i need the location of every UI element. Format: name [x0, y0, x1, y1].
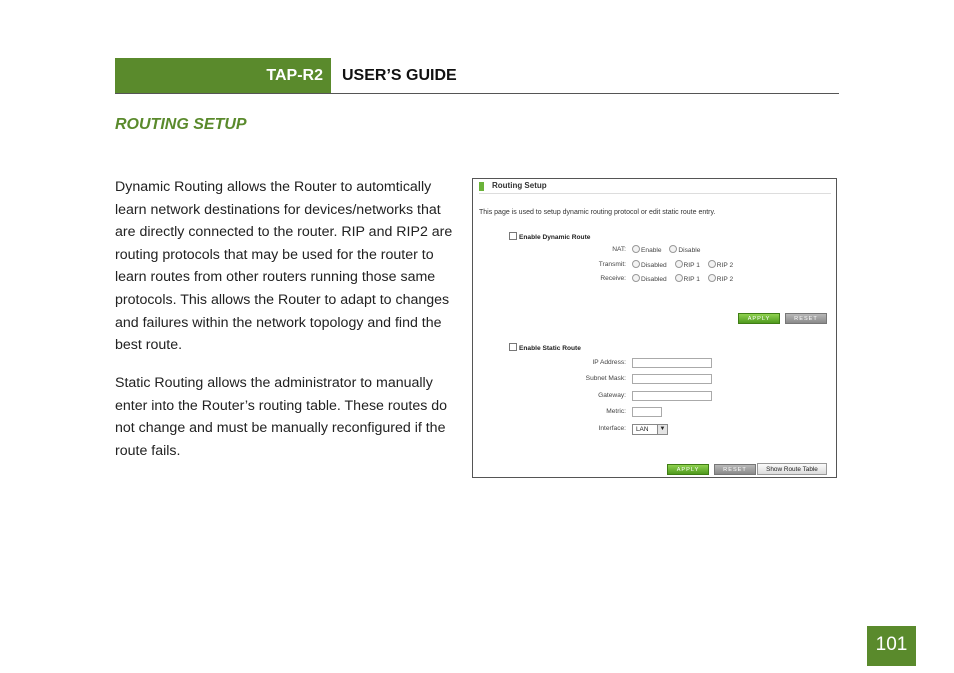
transmit-rip1-option[interactable] — [675, 262, 700, 269]
metric-input[interactable] — [632, 407, 662, 417]
enable-dynamic-route-label: Enable Dynamic Route — [519, 234, 591, 241]
receive-rip1-radio[interactable] — [675, 274, 683, 282]
receive-options — [632, 274, 739, 283]
header-divider — [115, 93, 839, 94]
transmit-disabled-radio[interactable] — [632, 260, 640, 268]
gateway-label: Gateway: — [598, 392, 626, 399]
receive-disabled-label: Disabled — [641, 276, 667, 283]
header-product-band — [115, 58, 331, 93]
ip-address-label: IP Address: — [592, 359, 626, 366]
receive-rip2-option[interactable] — [708, 276, 733, 283]
receive-disabled-option[interactable] — [632, 276, 667, 283]
receive-label: Receive: — [600, 275, 626, 282]
section-title: ROUTING SETUP — [115, 116, 247, 133]
interface-label: Interface: — [598, 425, 626, 432]
nat-enable-option[interactable] — [632, 247, 662, 254]
panel-title-marker — [479, 182, 484, 191]
static-apply-button[interactable]: APPLY — [667, 464, 709, 475]
product-name: TAP-R2 — [266, 67, 323, 84]
receive-rip1-option[interactable] — [675, 276, 700, 283]
static-reset-button[interactable]: RESET — [714, 464, 756, 475]
interface-select-value: LAN — [636, 426, 649, 433]
transmit-rip2-option[interactable] — [708, 262, 733, 269]
enable-static-route-checkbox[interactable] — [509, 343, 517, 351]
enable-static-route-label: Enable Static Route — [519, 345, 581, 352]
paragraph-static-routing: Static Routing allows the administrator to manually enter into the Router’s routing table. These routes do not change and must be manually reconfigured if the route fails. — [115, 375, 448, 459]
paragraph-dynamic-routing: Dynamic Routing allows the Router to automtically learn network destinations for devices/networks that are directly connected to the router. RIP and RIP2 are routing protocols that may be used for the router to learn routes from other routers running those same protocols. This allows the Router to adapt to changes and failures within the network topology and find the best route. — [115, 179, 453, 354]
gateway-input[interactable] — [632, 391, 712, 401]
nat-label: NAT: — [612, 246, 626, 253]
transmit-rip2-label: RIP 2 — [716, 262, 734, 269]
nat-disable-radio[interactable] — [669, 245, 677, 253]
interface-select[interactable] — [632, 424, 668, 435]
panel-description: This page is used to setup dynamic routing protocol or edit static route entry. — [479, 209, 716, 216]
show-route-table-button[interactable]: Show Route Table — [757, 463, 827, 475]
nat-disable-label: Disable — [678, 247, 701, 254]
nat-disable-option[interactable] — [669, 247, 700, 254]
nat-options — [632, 245, 706, 254]
subnet-mask-label: Subnet Mask: — [585, 375, 626, 382]
ip-address-input[interactable] — [632, 358, 712, 368]
chevron-down-icon[interactable]: ▼ — [657, 425, 667, 434]
transmit-rip1-radio[interactable] — [675, 260, 683, 268]
dynamic-reset-button[interactable]: RESET — [785, 313, 827, 324]
metric-label: Metric: — [606, 408, 626, 415]
transmit-rip2-radio[interactable] — [708, 260, 716, 268]
routing-setup-screenshot — [472, 178, 837, 478]
transmit-rip1-label: RIP 1 — [683, 262, 700, 269]
receive-disabled-radio[interactable] — [632, 274, 640, 282]
receive-rip1-label: RIP 1 — [683, 276, 700, 283]
transmit-disabled-label: Disabled — [641, 262, 667, 269]
nat-enable-radio[interactable] — [632, 245, 640, 253]
guide-title: USER’S GUIDE — [342, 67, 457, 84]
transmit-disabled-option[interactable] — [632, 262, 667, 269]
receive-rip2-label: RIP 2 — [716, 276, 734, 283]
enable-dynamic-route-row[interactable] — [509, 232, 590, 241]
enable-static-route-row[interactable] — [509, 343, 581, 352]
panel-divider — [479, 193, 831, 194]
subnet-mask-input[interactable] — [632, 374, 712, 384]
panel-title: Routing Setup — [492, 181, 547, 190]
dynamic-apply-button[interactable]: APPLY — [738, 313, 780, 324]
transmit-options — [632, 260, 739, 269]
enable-dynamic-route-checkbox[interactable] — [509, 232, 517, 240]
receive-rip2-radio[interactable] — [708, 274, 716, 282]
page-number: 101 — [867, 626, 916, 666]
nat-enable-label: Enable — [641, 247, 662, 254]
transmit-label: Transmit: — [598, 261, 626, 268]
